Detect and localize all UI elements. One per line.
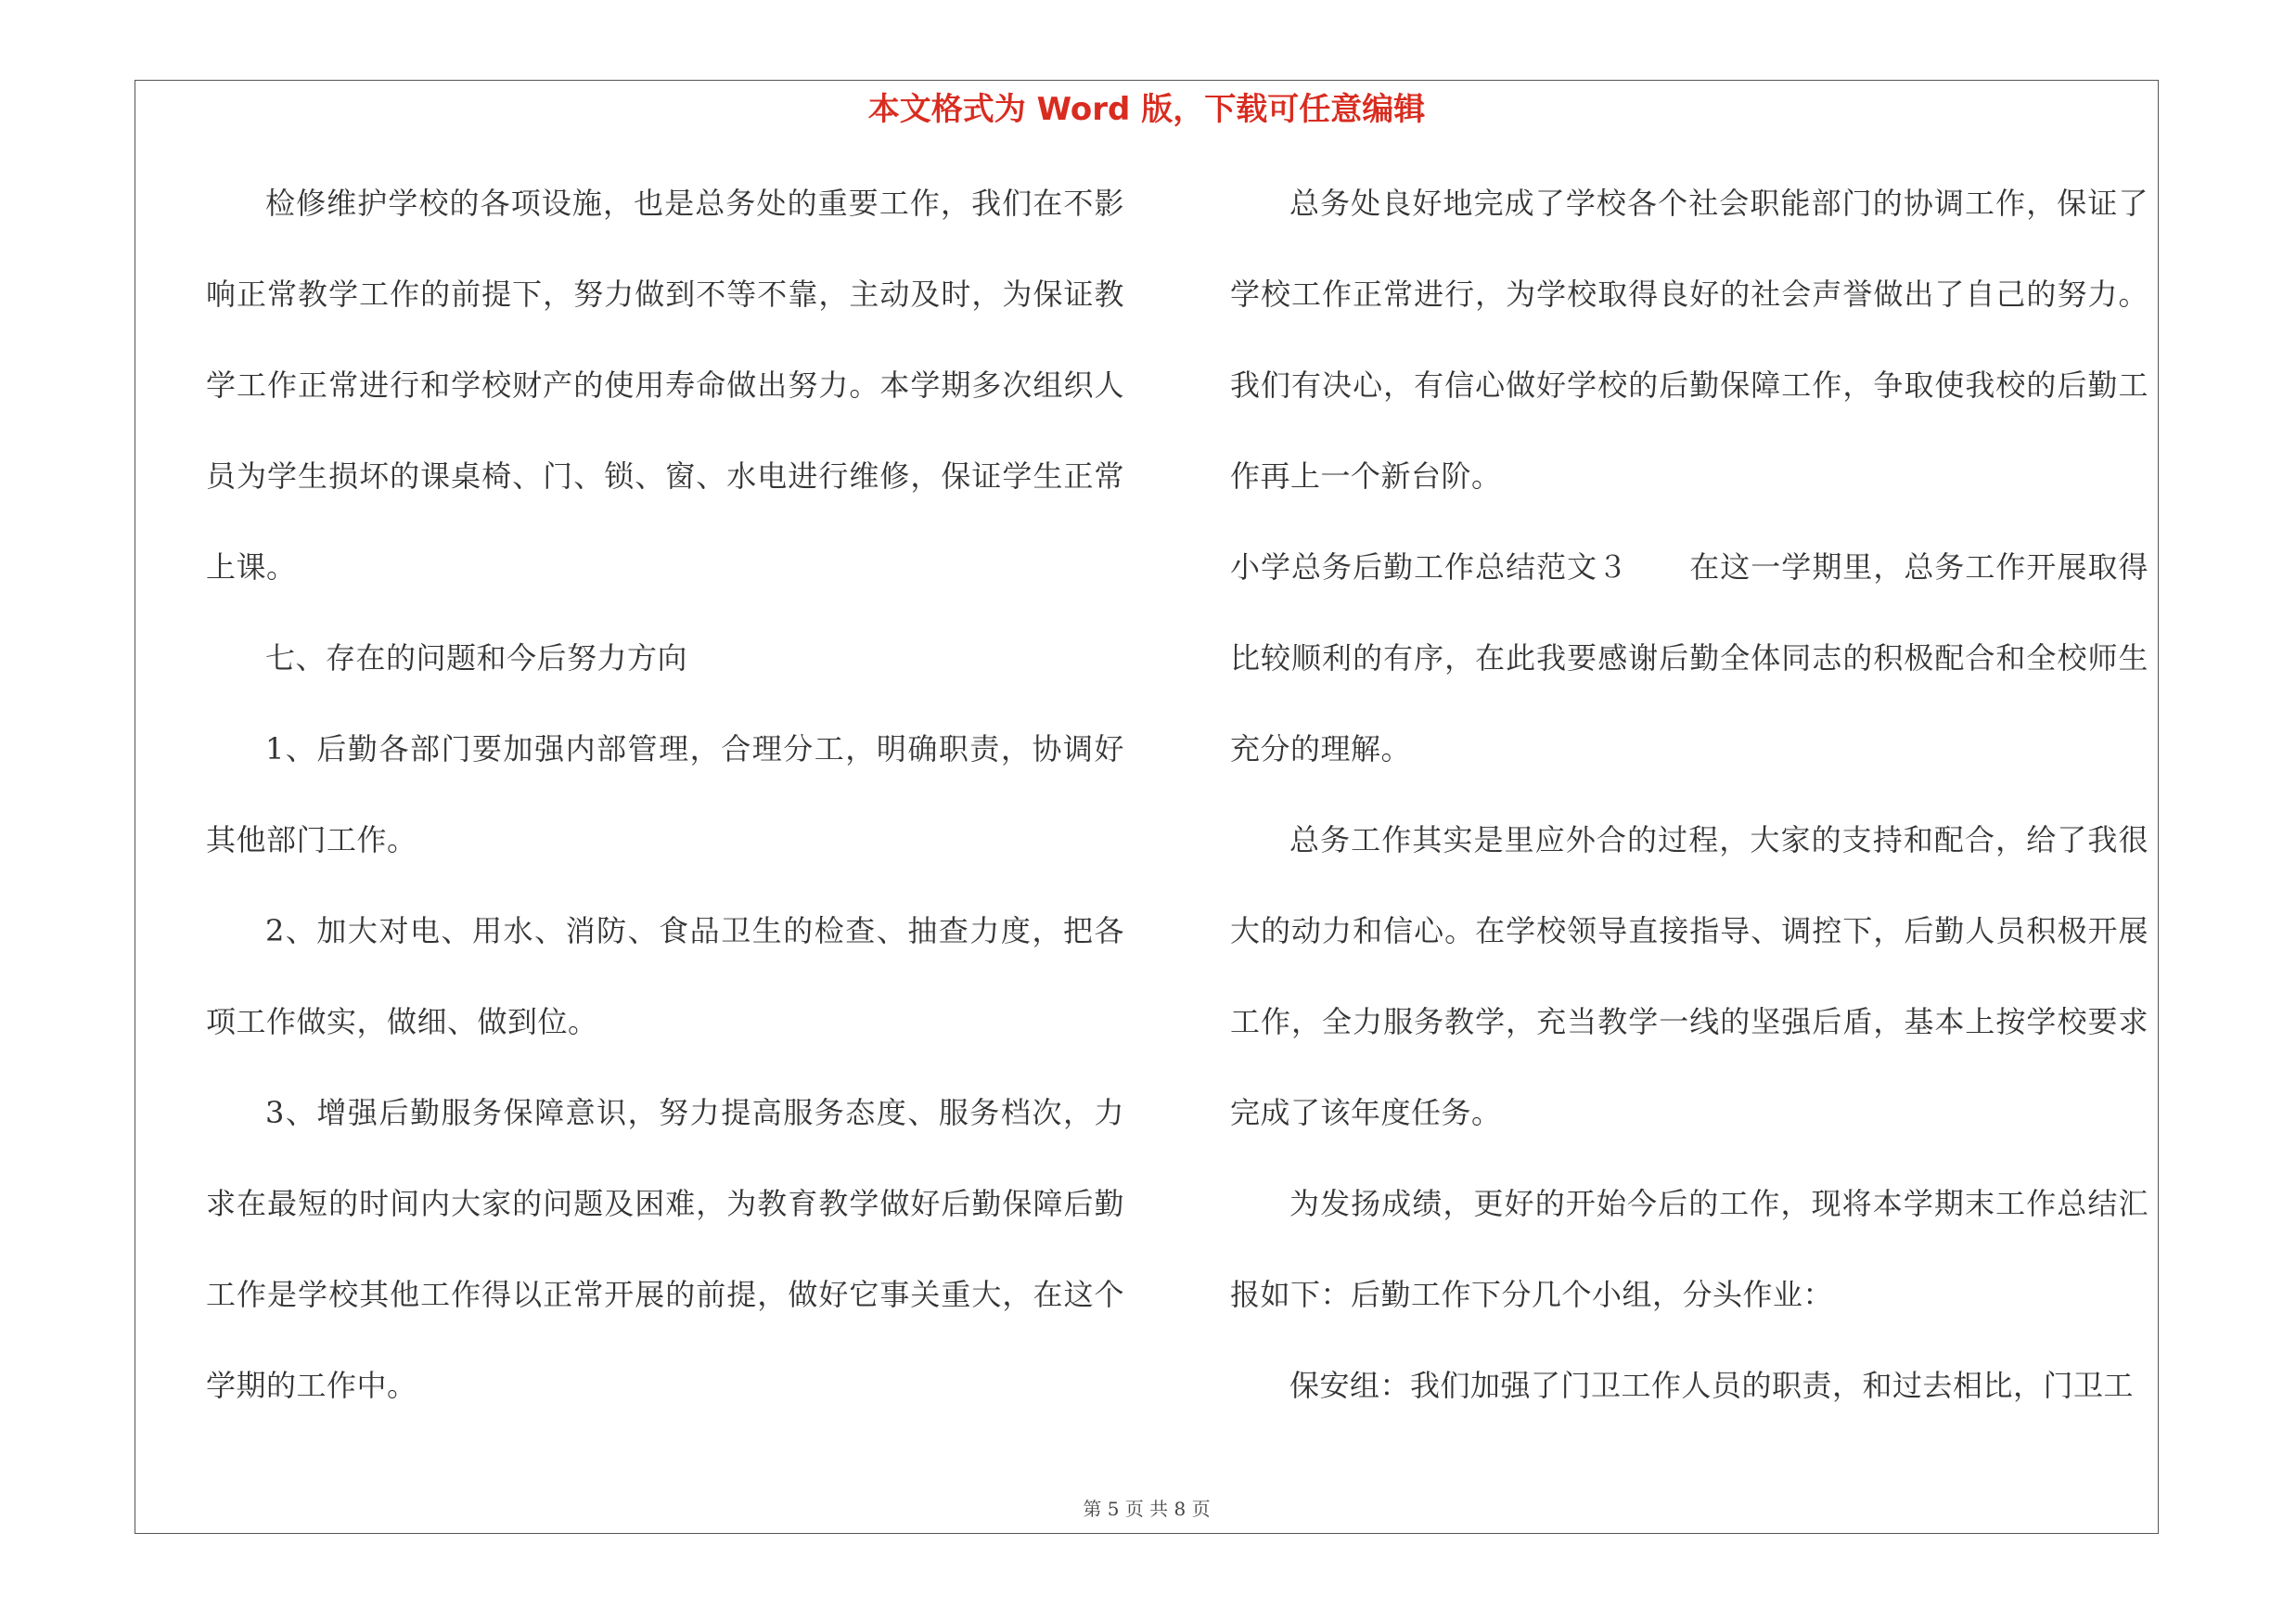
left-column	[206, 158, 1124, 1431]
section-heading: 七、存在的问题和今后努力方向	[265, 640, 688, 676]
paragraph: 为发扬成绩，更好的开始今后的工作，现将本学期末工作总结汇报如下：后勤工作下分几个小组，分头作业：	[1230, 1186, 2148, 1312]
page-number: 第 5 页 共 8 页	[1083, 1498, 1211, 1520]
paragraph: 2、加大对电、用水、消防、食品卫生的检查、抽查力度，把各项工作做实，做细、做到位。	[206, 913, 1124, 1039]
article-title-paragraph: 小学总务后勤工作总结范文３ 在这一学期里，总务工作开展取得比较顺利的有序，在此我要感谢后勤全体同志的积极配合和全校师生充分的理解。	[1230, 549, 2148, 766]
right-column	[1230, 158, 2148, 1431]
paragraph: 3、增强后勤服务保障意识，努力提高服务态度、服务档次，力求在最短的时间内大家的问题及困难，为教育教学做好后勤保障后勤工作是学校其他工作得以正常开展的前提，做好它事关重大，在这个学期的工作中。	[206, 1095, 1124, 1403]
paragraph: 保安组：我们加强了门卫工作人员的职责，和过去相比，门卫工	[1289, 1368, 2135, 1403]
paragraph: 总务处良好地完成了学校各个社会职能部门的协调工作，保证了学校工作正常进行，为学校取得良好的社会声誉做出了自己的努力。我们有决心，有信心做好学校的后勤保障工作，争取使我校的后勤工作再上一个新台阶。	[1230, 186, 2148, 494]
paragraph: 1、后勤各部门要加强内部管理，合理分工，明确职责，协调好其他部门工作。	[206, 731, 1124, 857]
format-banner: 本文格式为 Word 版，下载可任意编辑	[867, 91, 1426, 128]
paragraph: 总务工作其实是里应外合的过程，大家的支持和配合，给了我很大的动力和信心。在学校领导直接指导、调控下，后勤人员积极开展工作，全力服务教学，充当教学一线的坚强后盾，基本上按学校要求完成了该年度任务。	[1230, 822, 2148, 1130]
paragraph: 检修维护学校的各项设施，也是总务处的重要工作，我们在不影响正常教学工作的前提下，努力做到不等不靠，主动及时，为保证教学工作正常进行和学校财产的使用寿命做出努力。本学期多次组织人员为学生损坏的课桌椅、门、锁、窗、水电进行维修，保证学生正常上课。	[206, 186, 1124, 585]
